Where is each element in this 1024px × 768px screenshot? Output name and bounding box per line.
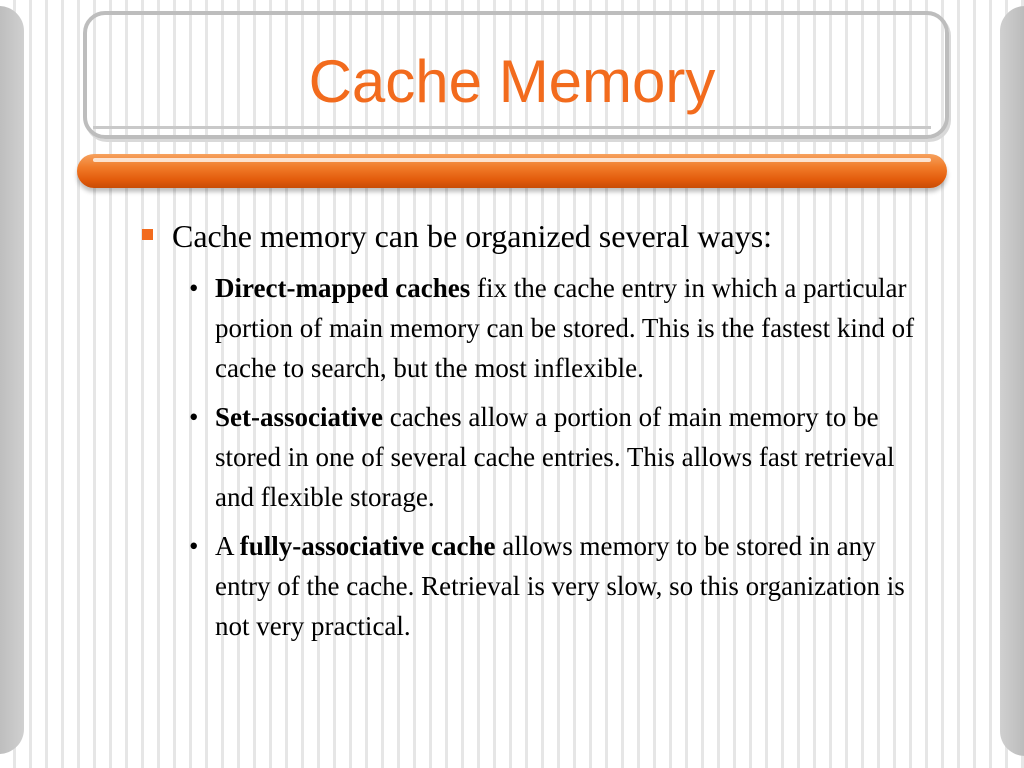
sub-bullet-list xyxy=(140,268,940,646)
slide-body xyxy=(140,214,940,655)
round-bullet-icon: • xyxy=(189,402,199,432)
sub-item-term: Set-associative xyxy=(215,402,383,432)
sub-item-description: fix the cache entry in which a particular portion of main memory can be stored. This is the fastest kind of cache to search, but the most inflexible. xyxy=(215,273,915,383)
slide-title: Cache Memory xyxy=(308,48,716,115)
sub-item-description: allows memory to be stored in any entry of the cache. Retrieval is very slow, so this organization is not very practical. xyxy=(215,531,905,641)
sub-item-term: Direct-mapped caches xyxy=(215,273,471,303)
sub-item-description: caches allow a portion of main memory to be stored in one of several cache entries. This allows fast retrieval and flexible storage. xyxy=(215,402,895,512)
orange-divider-bar xyxy=(77,154,947,188)
round-bullet-icon: • xyxy=(189,531,199,561)
sub-bullet-item xyxy=(189,526,915,646)
main-bullet-text: Cache memory can be organized several ways: xyxy=(172,218,773,254)
round-bullet-icon: • xyxy=(189,273,199,303)
sub-item-term: fully-associative cache xyxy=(239,531,496,561)
left-decorative-pillar xyxy=(0,6,24,754)
right-decorative-pillar xyxy=(1000,6,1024,756)
square-bullet-icon xyxy=(142,229,153,240)
sub-item-prefix: A xyxy=(215,531,240,561)
sub-bullet-item xyxy=(189,397,915,517)
main-bullet-item xyxy=(140,214,940,258)
sub-bullet-item xyxy=(189,268,915,388)
